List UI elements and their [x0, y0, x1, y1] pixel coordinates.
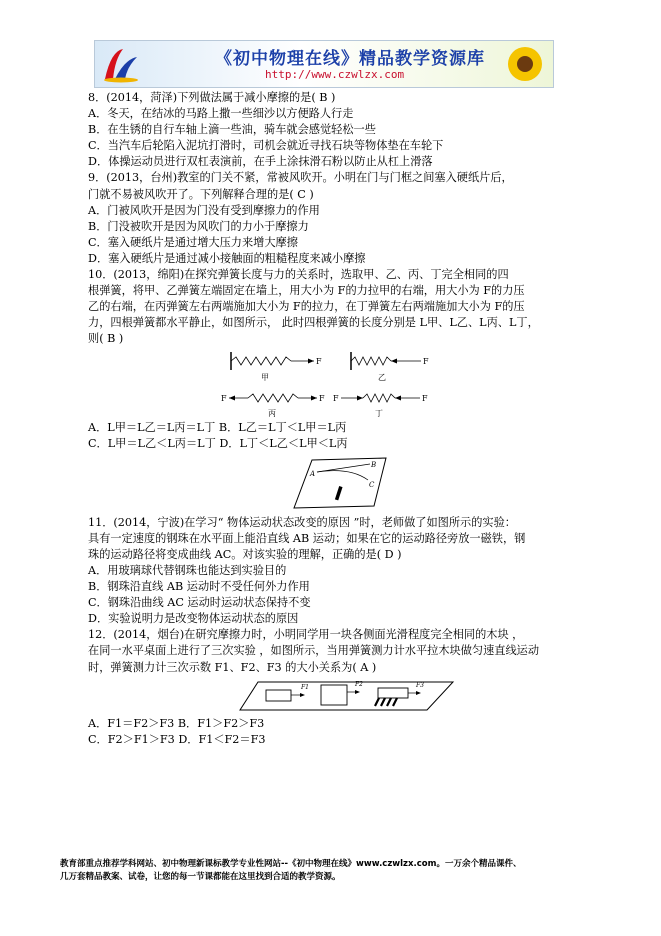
q11-option-d: D．实验说明力是改变物体运动状态的原因: [88, 612, 299, 626]
block-force-f3: F3: [416, 681, 424, 689]
blocks-figure: [88, 676, 578, 716]
block-force-f1: F1: [301, 683, 309, 691]
spring-label-ding: 丁: [375, 408, 383, 418]
spring-label-bing: 丙: [268, 408, 276, 418]
spring-label-jia: 甲: [261, 372, 269, 382]
spring-force-label: F: [319, 393, 325, 403]
blocks-diagram: [88, 676, 578, 716]
spring-force-label: F: [333, 393, 339, 403]
ball-label-a: A: [310, 469, 316, 478]
q11-option-c: C．钢珠沿曲线 AC 运动时运动状态保持不变: [88, 596, 311, 610]
q9-option-c: C．塞入硬纸片是通过增大压力来增大摩擦: [88, 235, 298, 249]
q8-option-b: B．在生锈的自行车轴上滴一些油，骑车就会感觉轻松一些: [88, 123, 376, 137]
q9-option-d: D．塞入硬纸片是通过减小接触面的粗糙程度来减小摩擦: [88, 251, 366, 265]
logo-icon: [101, 45, 141, 83]
q12-options-ab: A．F1＝F2＞F3 B．F1＞F2＞F3: [88, 716, 265, 730]
q12-stem-line1: 12．(2014，烟台)在研究摩擦力时，小明同学用一块各侧面光滑程度完全相同的木块 ，: [88, 628, 524, 642]
spring-force-label: F: [422, 393, 428, 403]
q10-stem-line5: 则( B ): [88, 332, 124, 346]
ball-label-b: B: [371, 460, 377, 469]
ball-label-c: C: [369, 480, 375, 489]
q10-options-ab: A．L甲＝L乙＝L丙＝L丁 B．L乙＝L丁＜L甲＝L丙: [88, 420, 347, 434]
header-banner: [94, 40, 554, 88]
question-content: [88, 90, 578, 748]
spring-force-label: F: [423, 356, 429, 366]
q11-stem-line2: 具有一定速度的钢珠在水平面上能沿直线 AB 运动；如果在它的运动路径旁放一磁铁，钢: [88, 531, 526, 545]
banner-title: 《初中物理在线》精品教学资源库: [215, 49, 485, 69]
ball-figure: [88, 452, 578, 515]
banner-url[interactable]: http://www.czwlzx.com: [265, 68, 405, 81]
q8-option-a: A．冬天，在结冰的马路上撒一些细沙以方便路人行走: [88, 107, 354, 121]
q10-stem-line2: 根弹簧，将甲、乙弹簧左端固定在墙上，用大小为 F的力拉甲的右端，用大小为 F的力压: [88, 284, 525, 298]
q10-stem-line4: 力，四根弹簧都水平静止，如图所示， 此时四根弹簧的长度分别是 L甲、L乙、L丙、L丁，: [88, 316, 539, 330]
ball-diagram: [88, 452, 578, 515]
q8-option-c: C．当汽车后轮陷入泥坑打滑时，司机会就近寻找石块等物体垫在车轮下: [88, 139, 444, 153]
q10-stem-line1: 10．(2013，绵阳)在探究弹簧长度与力的关系时，选取甲、乙、丙、丁完全相同的四: [88, 268, 509, 282]
block-force-f2: F2: [355, 680, 363, 688]
q11-stem-line1: 11．(2014，宁波)在学习“ 物体运动状态改变的原因 ”时，老师做了如图所示的实验：: [88, 515, 516, 529]
q8-stem: 8．(2014，菏泽)下列做法属于减小摩擦的是( B ): [88, 91, 336, 104]
q9-stem-line1: 9．(2013，台州)教室的门关不紧，常被风吹开。小明在门与门框之间塞入硬纸片后，: [88, 171, 513, 185]
q8-option-d: D．体操运动员进行双杠表演前，在手上涂抹滑石粉以防止从杠上滑落: [88, 155, 433, 169]
spring-label-yi: 乙: [378, 372, 386, 382]
q11-option-a: A．用玻璃球代替钢珠也能达到实验目的: [88, 563, 287, 577]
q12-stem-line3: 时，弹簧测力计三次示数 F1、F2、F3 的大小关系为( A ): [88, 660, 377, 674]
q11-option-b: B．钢珠沿直线 AB 运动时不受任何外力作用: [88, 580, 310, 594]
footer-line1: 教育部重点推荐学科网站、初中物理新课标教学专业性网站--《初中物理在线》www.czwlzx.com。一万余个精品课件、: [60, 859, 522, 869]
q9-stem-line2: 门就不易被风吹开了。下列解释合理的是( C ): [88, 187, 314, 201]
q9-option-a: A．门被风吹开是因为门没有受到摩擦力的作用: [88, 203, 320, 217]
q10-stem-line3: 乙的右端，在丙弹簧左右两端施加大小为 F的拉力，在丁弹簧左右两端施加大小为 F的压: [88, 300, 525, 314]
q12-stem-line2: 在同一水平桌面上进行了三次实验 ，如图所示，当用弹簧测力计水平拉木块做匀速直线运动: [88, 644, 540, 658]
q11-stem-line3: 珠的运动路径将变成曲线 AC。对该实验的理解，正确的是( D ): [88, 547, 402, 561]
q10-options-cd: C．L甲＝L乙＜L丙＝L丁 D．L丁＜L乙＜L甲＜L丙: [88, 436, 348, 450]
q12-options-cd: C．F2＞F1＞F3 D．F1＜F2＝F3: [88, 732, 266, 746]
footer-line2: 几万套精品教案、试卷，让您的每一节课都能在这里找到合适的教学资源。: [60, 872, 341, 882]
q9-option-b: B．门没被吹开是因为风吹门的力小于摩擦力: [88, 219, 309, 233]
page-footer: [60, 858, 608, 884]
springs-diagram: [88, 348, 578, 420]
spring-force-label: F: [221, 393, 227, 403]
sunflower-icon: [503, 43, 547, 85]
springs-figure: [88, 348, 578, 420]
spring-force-label: F: [316, 356, 322, 366]
